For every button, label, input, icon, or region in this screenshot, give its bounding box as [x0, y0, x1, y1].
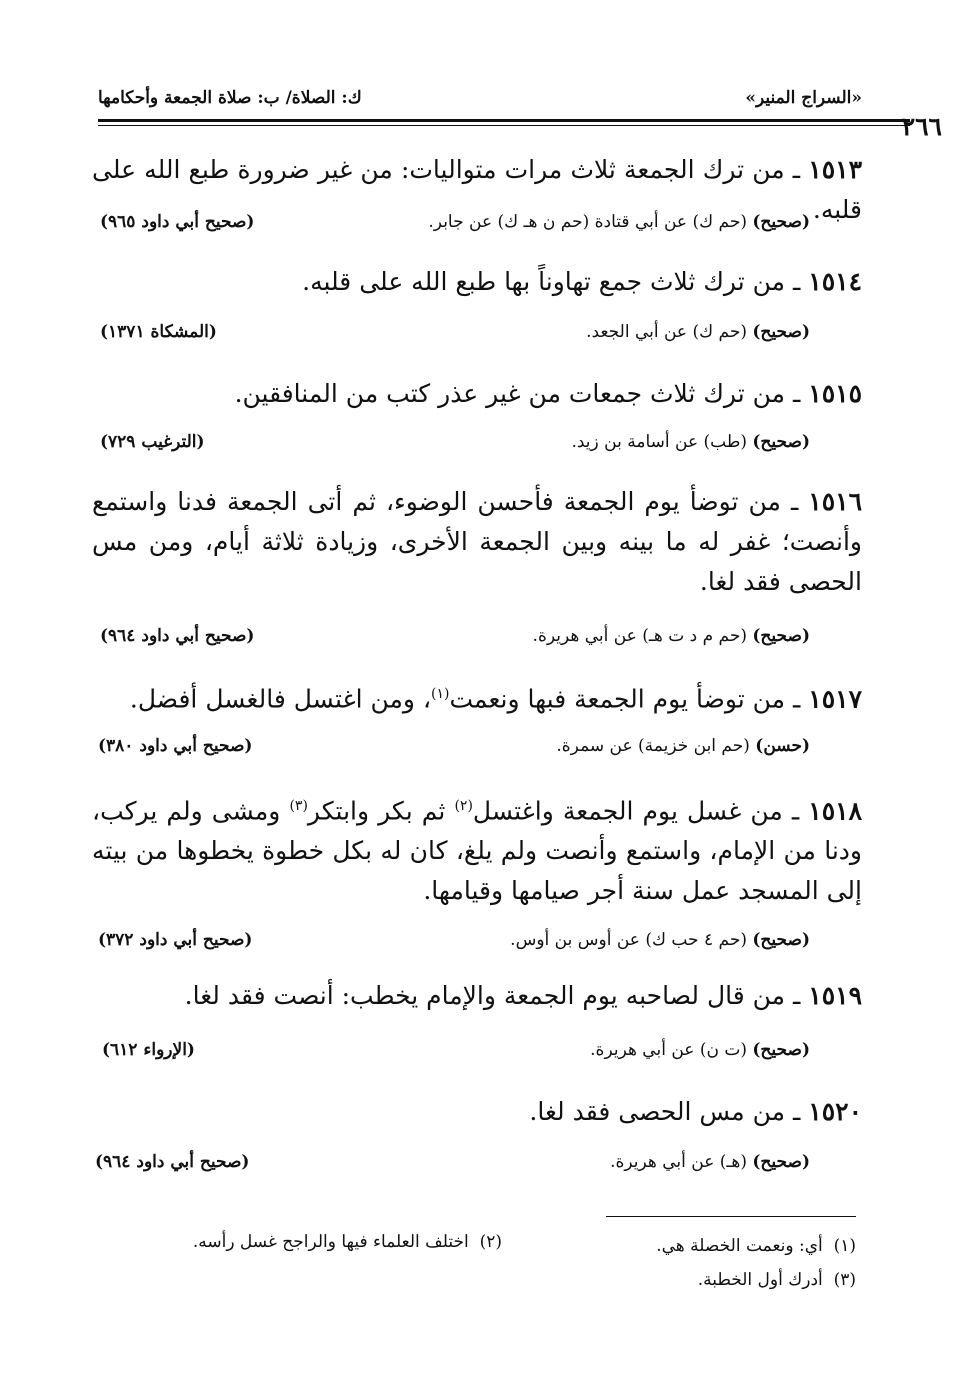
- hadith-text: من قال لصاحبه يوم الجمعة والإمام يخطب: أنصت فقد لغا.: [184, 981, 786, 1010]
- footnote-marker: (١): [431, 686, 450, 702]
- source: (ت ن) عن أبي هريرة.: [590, 1040, 747, 1060]
- reference: (صحيح أبي داود ٩٦٤): [100, 626, 255, 646]
- hadith-text: من ترك ثلاث جمع تهاوناً بها طبع الله على قلبه.: [302, 267, 786, 296]
- page-header: [98, 82, 942, 141]
- source: (حم ك) عن أبي الجعد.: [586, 322, 747, 342]
- reference: (صحيح أبي داود ٩٦٤): [95, 1152, 250, 1172]
- hadith-text-continued: ثم بكر وابتكر: [307, 796, 455, 826]
- hadith-1513: ١٥١٣ ـ من ترك الجمعة ثلاث مرات متواليات: من غير ضرورة طبع الله على قلبه.: [92, 155, 862, 224]
- grade: (صحيح): [752, 626, 810, 646]
- hadith-text: من توضأ يوم الجمعة فأحسن الوضوء، ثم أتى الجمعة فدنا واستمع وأنصت؛ غفر له ما بينه وبين الجمعة الأخرى، وزيادة ثلاثة أيام، ومن مس الحصى فقد لغا.: [92, 487, 862, 596]
- book-title: «السراج المنير»: [745, 88, 862, 108]
- hadith-1514: ١٥١٤ ـ من ترك ثلاث جمع تهاوناً بها طبع الله على قلبه.: [302, 267, 862, 296]
- footnote-3: [698, 1270, 856, 1290]
- source: (حم ٤ حب ك) عن أوس بن أوس.: [510, 930, 747, 950]
- reference: (الإرواء ٦١٢): [102, 1040, 195, 1060]
- page-number: ٢٦٦: [901, 112, 942, 141]
- source: (طب) عن أسامة بن زيد.: [571, 432, 747, 452]
- footnote-text: أدرك أول الخطبة.: [697, 1270, 823, 1290]
- hadith-1519: ١٥١٩ ـ من قال لصاحبه يوم الجمعة والإمام يخطب: أنصت فقد لغا.: [184, 981, 862, 1010]
- footnote-separator: [606, 1216, 856, 1217]
- footnote-marker: (٣): [289, 798, 308, 814]
- hadith-text: من ترك ثلاث جمعات من غير عذر كتب من المنافقين.: [234, 379, 786, 408]
- citation-1515: [100, 432, 810, 464]
- citation-1516: [100, 626, 810, 658]
- grade: (صحيح): [752, 432, 810, 452]
- header-rule-thin: [98, 125, 910, 126]
- hadith-text: من مس الحصى فقد لغا.: [529, 1097, 786, 1126]
- grade: (صحيح): [752, 212, 810, 232]
- footnote-marker: (٢): [454, 798, 473, 814]
- citation-1517: [98, 736, 810, 768]
- hadith-number: ١٥٢٠: [808, 1097, 862, 1126]
- hadith-1517: ١٥١٧ ـ من توضأ يوم الجمعة فبها ونعمت$^{(١)}$، ومن اغتسل فالغسل أفضل.: [129, 684, 862, 714]
- grade: (صحيح): [752, 930, 810, 950]
- source: (حم ك) عن أبي قتادة (حم ن هـ ك) عن جابر.: [428, 212, 747, 232]
- citation-1513: [100, 212, 810, 244]
- grade: (صحيح): [752, 322, 810, 342]
- header-rule-thick: [98, 119, 910, 122]
- footnote-2: [193, 1232, 502, 1252]
- reference: (الترغيب ٧٢٩): [100, 432, 205, 452]
- hadith-number: ١٥١٧: [808, 684, 862, 714]
- footnote-number: (٣): [833, 1270, 856, 1290]
- reference: (صحيح أبي داود ٣٨٠): [98, 736, 253, 756]
- hadith-1516: ١٥١٦ ـ من توضأ يوم الجمعة فأحسن الوضوء، ثم أتى الجمعة فدنا واستمع وأنصت؛ غفر له ما بينه وبين الجمعة الأخرى، وزيادة ثلاثة أيام، ومن مس الحصى فقد لغا.: [92, 487, 863, 596]
- source: (حم م د ت هـ) عن أبي هريرة.: [532, 626, 747, 646]
- hadith-text-continued: ، ومن اغتسل فالغسل أفضل.: [129, 684, 432, 714]
- citation-1518: [98, 930, 810, 962]
- hadith-text: من ترك الجمعة ثلاث مرات متواليات: من غير ضرورة طبع الله على قلبه.: [92, 155, 862, 224]
- footnote-1: [656, 1236, 856, 1256]
- source: (حم ابن خزيمة) عن سمرة.: [556, 736, 750, 756]
- footnote-text: أي: ونعمت الخصلة هي.: [656, 1236, 823, 1256]
- chapter-title: ك: الصلاة/ ب: صلاة الجمعة وأحكامها: [98, 88, 362, 108]
- hadith-number: ١٥١٥: [808, 379, 862, 408]
- hadith-1515: ١٥١٥ ـ من ترك ثلاث جمعات من غير عذر كتب من المنافقين.: [234, 379, 862, 408]
- hadith-number: ١٥١٨: [808, 796, 862, 826]
- grade: (حسن): [755, 736, 810, 756]
- hadith-number: ١٥١٤: [808, 267, 862, 296]
- reference: (صحيح أبي داود ٣٧٢): [98, 930, 253, 950]
- hadith-1520: ١٥٢٠ ـ من مس الحصى فقد لغا.: [529, 1097, 862, 1126]
- footnote-number: (١): [833, 1236, 856, 1256]
- footnote-number: (٢): [479, 1232, 502, 1252]
- citation-1514: [100, 322, 810, 354]
- grade: (صحيح): [752, 1040, 810, 1060]
- hadith-text-continued: ومشى ولم يركب، ودنا من الإمام، واستمع وأنصت ولم يلغ، كان له بكل خطوة يخطوها من بيته إلى المسجد عمل سنة أجر صيامها وقيامها.: [92, 796, 862, 906]
- hadith-text: من غسل يوم الجمعة واغتسل: [472, 796, 783, 826]
- reference: (صحيح أبي داود ٩٦٥): [100, 212, 255, 232]
- footnote-text: اختلف العلماء فيها والراجح غسل رأسه.: [192, 1232, 469, 1252]
- hadith-number: ١٥١٩: [808, 981, 862, 1010]
- hadith-number: ١٥١٦: [808, 487, 863, 516]
- citation-1519: [102, 1040, 810, 1072]
- hadith-text: من توضأ يوم الجمعة فبها ونعمت: [449, 684, 786, 714]
- reference: (المشكاة ١٣٧١): [100, 322, 217, 342]
- hadith-number: ١٥١٣: [808, 155, 862, 184]
- grade: (صحيح): [752, 1152, 810, 1172]
- citation-1520: [95, 1152, 810, 1184]
- source: (هـ) عن أبي هريرة.: [610, 1152, 747, 1172]
- hadith-1518: ١٥١٨ ـ من غسل يوم الجمعة واغتسل$^{(٢)}$ ثم بكر وابتكر$^{(٣)}$ ومشى ولم يركب، ودنا من الإمام، واستمع وأنصت ولم يلغ، كان له بكل خطوة يخطوها من بيته إلى المسجد عمل سنة أجر صيامها وقيامها.: [92, 796, 862, 906]
